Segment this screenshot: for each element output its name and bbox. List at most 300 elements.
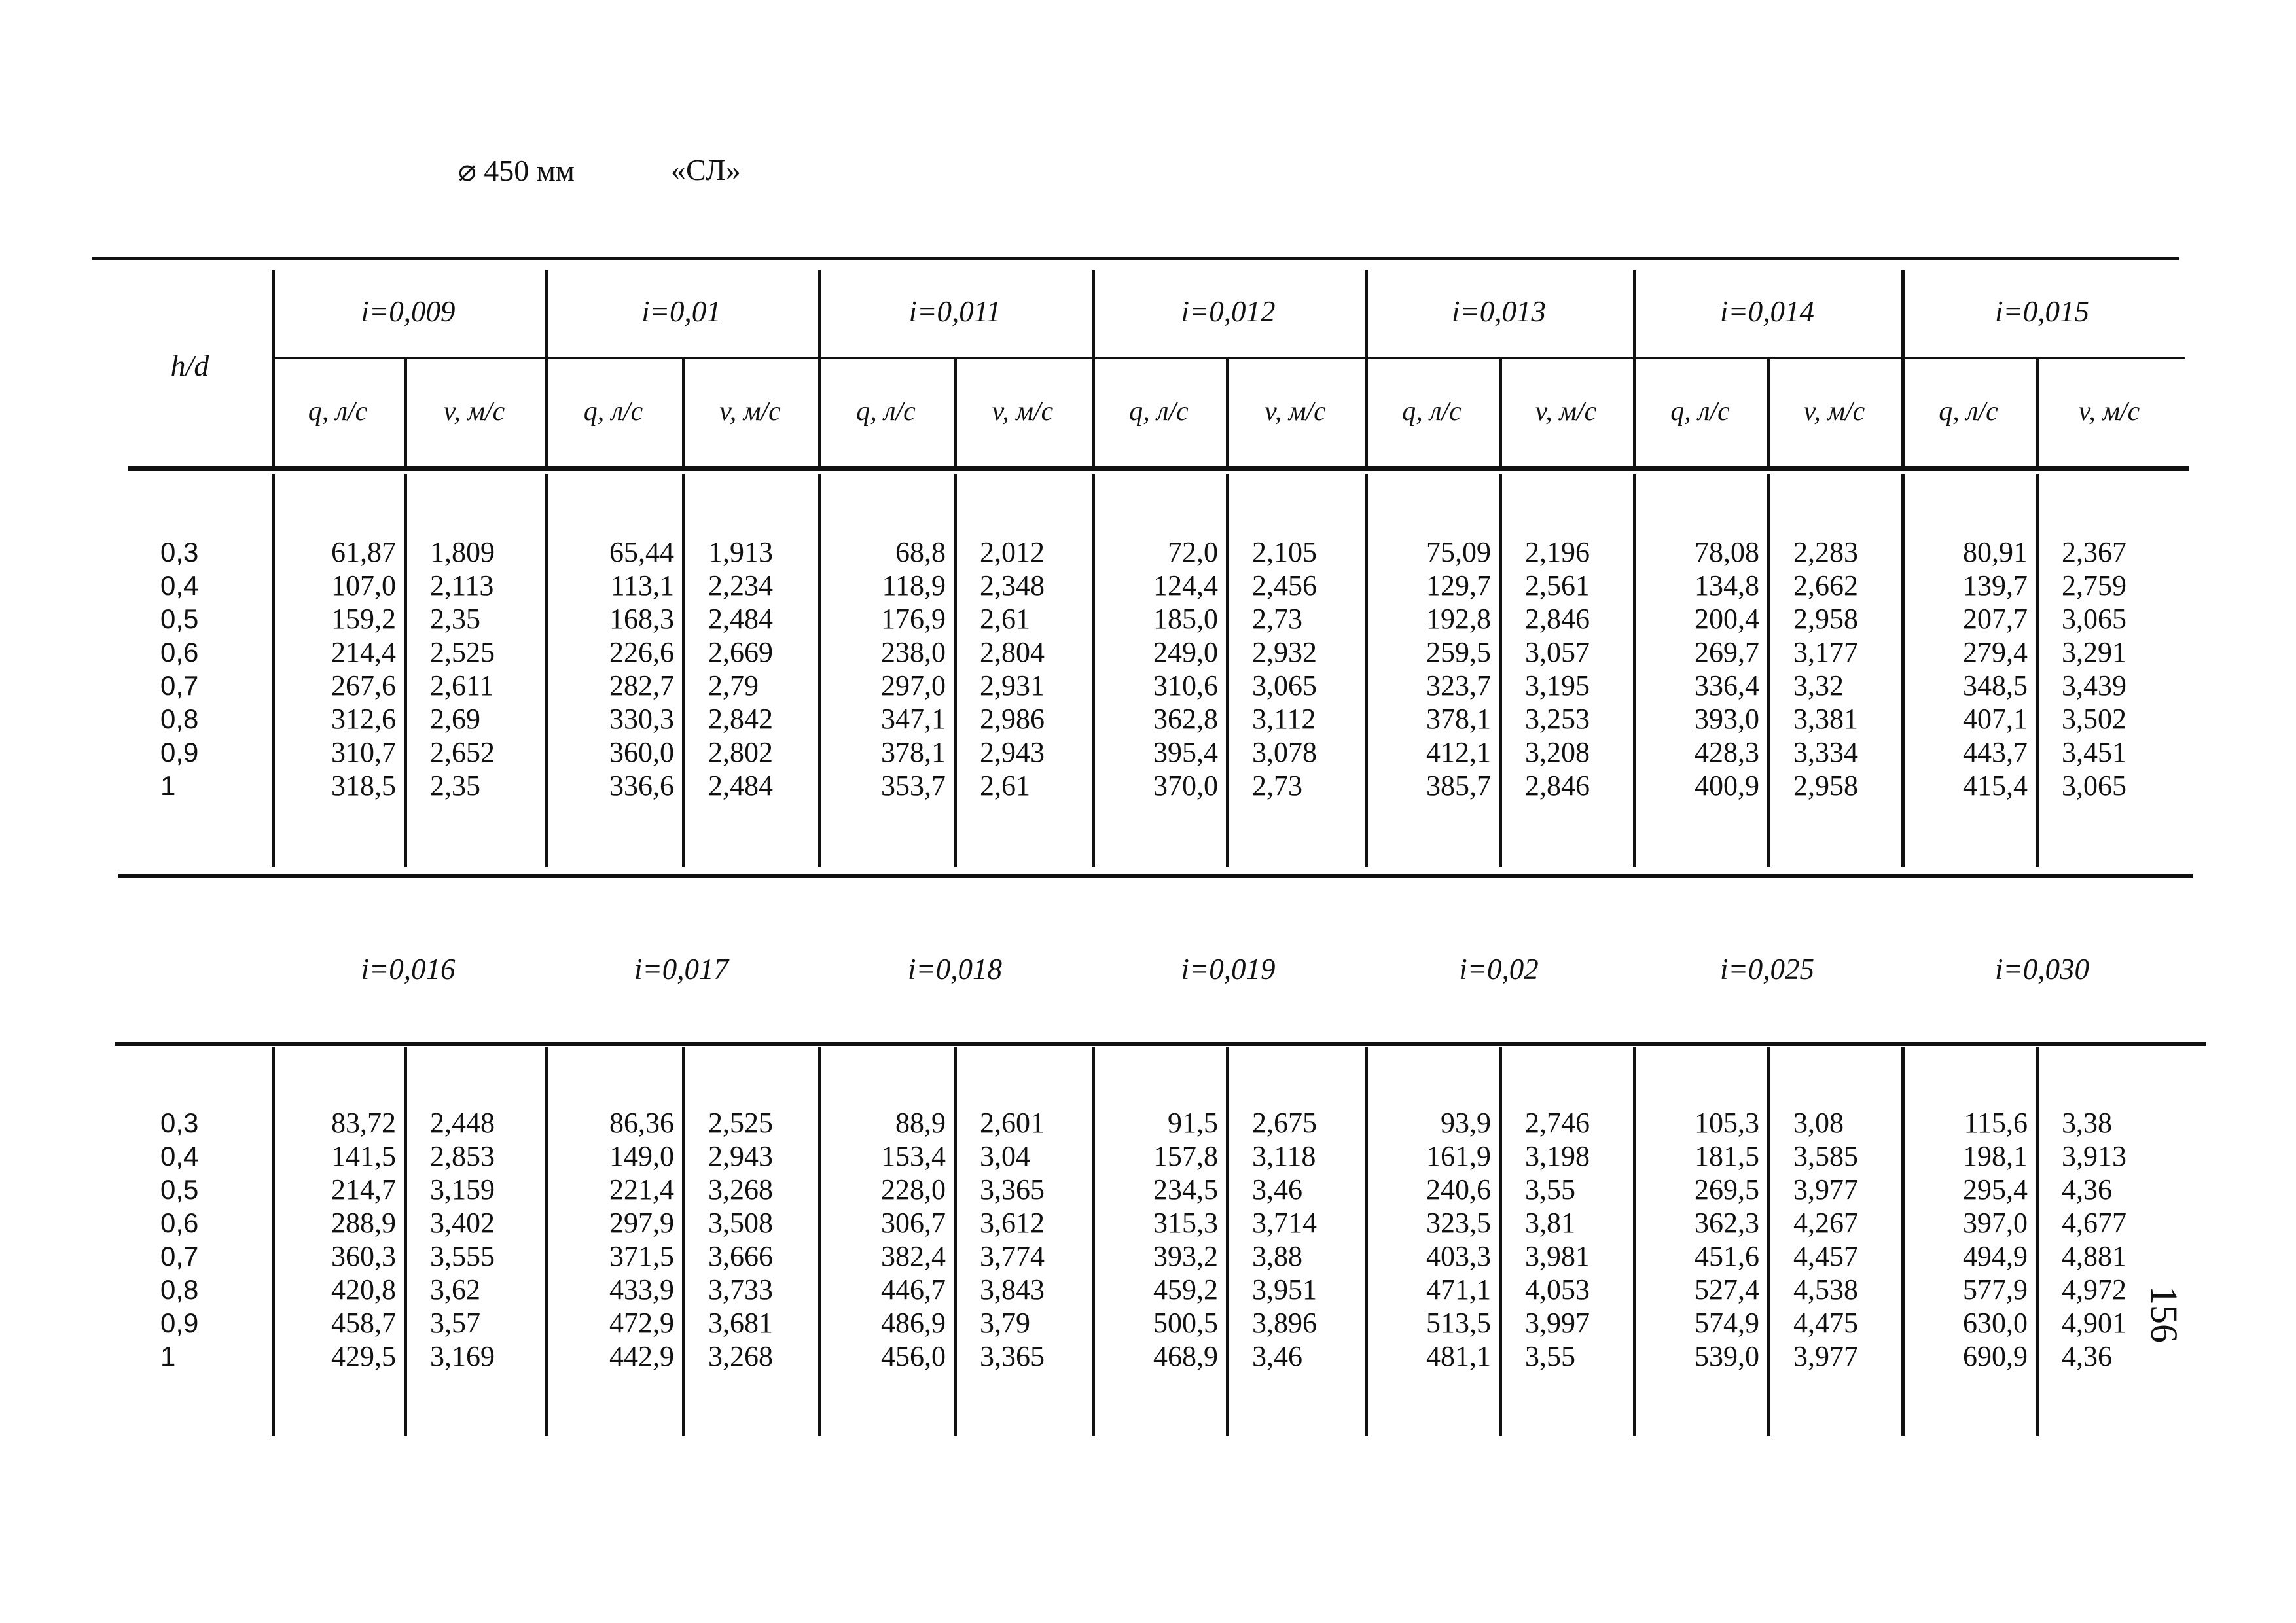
flow-rate-value: 362,3 xyxy=(1695,1207,1759,1239)
flow-rate-value: 630,0 xyxy=(1963,1307,2028,1339)
velocity-value: 4,267 xyxy=(1793,1207,1858,1239)
velocity-value: 4,053 xyxy=(1525,1274,1590,1306)
velocity-value: 3,997 xyxy=(1525,1307,1590,1339)
flow-rate-value: 93,9 xyxy=(1441,1107,1491,1139)
flow-rate-value: 481,1 xyxy=(1426,1340,1491,1372)
flow-rate-value: 395,4 xyxy=(1153,736,1218,768)
flow-rate-value: 690,9 xyxy=(1963,1340,2028,1372)
velocity-value: 4,881 xyxy=(2062,1240,2126,1272)
flow-rate-value: 360,3 xyxy=(331,1240,396,1272)
velocity-value: 3,896 xyxy=(1252,1307,1317,1339)
velocity-value: 3,04 xyxy=(980,1140,1030,1172)
hd-value: 0,6 xyxy=(160,1207,199,1238)
flow-rate-value: 149,0 xyxy=(609,1140,674,1172)
flow-rate-value: 428,3 xyxy=(1695,736,1759,768)
flow-rate-value: 385,7 xyxy=(1426,770,1491,802)
flow-rate-value: 228,0 xyxy=(881,1173,946,1205)
flow-rate-value: 393,2 xyxy=(1153,1240,1218,1272)
flow-rate-value: 400,9 xyxy=(1695,770,1759,802)
flow-rate-value: 267,6 xyxy=(331,669,396,702)
velocity-value: 2,105 xyxy=(1252,536,1317,568)
velocity-value: 2,73 xyxy=(1252,770,1302,802)
flow-rate-value: 310,7 xyxy=(331,736,396,768)
column-divider xyxy=(818,1047,821,1436)
flow-rate-value: 83,72 xyxy=(331,1107,396,1139)
hd-value: 0,9 xyxy=(160,737,199,768)
velocity-value: 4,677 xyxy=(2062,1207,2126,1239)
flow-rate-value: 105,3 xyxy=(1695,1107,1759,1139)
flow-rate-value: 378,1 xyxy=(1426,703,1491,735)
slope-header: i=0,016 xyxy=(361,953,456,986)
flow-rate-value: 371,5 xyxy=(609,1240,674,1272)
velocity-value: 3,065 xyxy=(1252,669,1317,702)
slope-header: i=0,017 xyxy=(634,953,729,986)
flow-rate-value: 72,0 xyxy=(1168,536,1218,568)
slope-header: i=0,015 xyxy=(1994,295,2090,328)
column-divider xyxy=(954,474,957,867)
velocity-value: 2,958 xyxy=(1793,603,1858,635)
flow-rate-value: 315,3 xyxy=(1153,1207,1218,1239)
flow-rate-header: q, л/с xyxy=(1129,397,1189,427)
table1-bottom-rule xyxy=(118,874,2193,878)
velocity-value: 2,675 xyxy=(1252,1107,1317,1139)
flow-rate-value: 330,3 xyxy=(609,703,674,735)
flow-rate-value: 279,4 xyxy=(1963,636,2028,668)
column-divider xyxy=(1767,1047,1770,1436)
velocity-value: 2,61 xyxy=(980,603,1030,635)
velocity-header: v, м/с xyxy=(1265,397,1326,427)
velocity-value: 2,484 xyxy=(708,770,773,802)
velocity-value: 4,36 xyxy=(2062,1173,2112,1205)
column-divider xyxy=(545,1047,548,1436)
flow-rate-value: 407,1 xyxy=(1963,703,2028,735)
velocity-value: 3,268 xyxy=(708,1173,773,1205)
flow-rate-value: 198,1 xyxy=(1963,1140,2028,1172)
flow-rate-value: 297,0 xyxy=(881,669,946,702)
flow-rate-value: 347,1 xyxy=(881,703,946,735)
velocity-value: 2,35 xyxy=(430,603,480,635)
velocity-value: 3,508 xyxy=(708,1207,773,1239)
flow-rate-value: 500,5 xyxy=(1153,1307,1218,1339)
velocity-value: 3,402 xyxy=(430,1207,495,1239)
flow-rate-value: 134,8 xyxy=(1695,569,1759,601)
flow-rate-value: 360,0 xyxy=(609,736,674,768)
flow-rate-value: 468,9 xyxy=(1153,1340,1218,1372)
column-divider xyxy=(1365,474,1368,867)
flow-rate-value: 176,9 xyxy=(881,603,946,635)
velocity-value: 2,943 xyxy=(708,1140,773,1172)
column-divider xyxy=(818,474,821,867)
flow-rate-value: 80,91 xyxy=(1963,536,2028,568)
flow-rate-value: 68,8 xyxy=(895,536,946,568)
column-divider xyxy=(272,1047,275,1436)
flow-rate-value: 443,7 xyxy=(1963,736,2028,768)
velocity-value: 2,601 xyxy=(980,1107,1045,1139)
velocity-value: 2,61 xyxy=(980,770,1030,802)
velocity-value: 2,846 xyxy=(1525,770,1590,802)
column-divider xyxy=(272,474,275,867)
flow-rate-value: 221,4 xyxy=(609,1173,674,1205)
column-divider xyxy=(1499,1047,1502,1436)
velocity-value: 1,913 xyxy=(708,536,773,568)
flow-rate-value: 429,5 xyxy=(331,1340,396,1372)
velocity-value: 2,746 xyxy=(1525,1107,1590,1139)
flow-rate-value: 288,9 xyxy=(331,1207,396,1239)
velocity-value: 3,198 xyxy=(1525,1140,1590,1172)
flow-rate-header: q, л/с xyxy=(1402,397,1462,427)
velocity-header: v, м/с xyxy=(2078,397,2140,427)
velocity-value: 3,291 xyxy=(2062,636,2126,668)
velocity-value: 3,46 xyxy=(1252,1340,1302,1372)
velocity-value: 3,208 xyxy=(1525,736,1590,768)
velocity-value: 3,365 xyxy=(980,1340,1045,1372)
hd-value: 0,8 xyxy=(160,1274,199,1305)
column-divider xyxy=(404,1047,407,1436)
velocity-header: v, м/с xyxy=(1803,397,1865,427)
flow-rate-value: 297,9 xyxy=(609,1207,674,1239)
column-divider xyxy=(2036,474,2039,867)
flow-rate-header: q, л/с xyxy=(583,397,643,427)
hd-value: 0,8 xyxy=(160,704,199,734)
velocity-value: 3,62 xyxy=(430,1274,480,1306)
flow-rate-value: 115,6 xyxy=(1964,1107,2028,1139)
flow-rate-value: 442,9 xyxy=(609,1340,674,1372)
flow-rate-value: 238,0 xyxy=(881,636,946,668)
velocity-value: 3,81 xyxy=(1525,1207,1575,1239)
velocity-value: 2,853 xyxy=(430,1140,495,1172)
flow-rate-value: 415,4 xyxy=(1963,770,2028,802)
velocity-value: 3,118 xyxy=(1252,1140,1316,1172)
flow-rate-value: 459,2 xyxy=(1153,1274,1218,1306)
hd-value: 0,9 xyxy=(160,1308,199,1338)
hd-value: 0,4 xyxy=(160,570,199,601)
flow-rate-value: 159,2 xyxy=(331,603,396,635)
velocity-value: 2,759 xyxy=(2062,569,2126,601)
velocity-value: 2,525 xyxy=(430,636,495,668)
velocity-value: 3,38 xyxy=(2062,1107,2112,1139)
flow-rate-value: 113,1 xyxy=(610,569,674,601)
flow-rate-value: 451,6 xyxy=(1695,1240,1759,1272)
velocity-value: 2,931 xyxy=(980,669,1045,702)
velocity-value: 2,484 xyxy=(708,603,773,635)
flow-rate-value: 192,8 xyxy=(1426,603,1491,635)
velocity-value: 3,88 xyxy=(1252,1240,1302,1272)
page-number: 156 xyxy=(2143,1286,2185,1343)
velocity-value: 2,525 xyxy=(708,1107,773,1139)
flow-rate-header: q, л/с xyxy=(1939,397,1998,427)
hd-value: 0,5 xyxy=(160,603,199,634)
slope-header: i=0,009 xyxy=(361,295,456,328)
column-divider xyxy=(1365,1047,1368,1436)
slope-header: i=0,014 xyxy=(1719,295,1815,328)
velocity-value: 3,733 xyxy=(708,1274,773,1306)
flow-rate-value: 403,3 xyxy=(1426,1240,1491,1272)
flow-rate-value: 161,9 xyxy=(1426,1140,1491,1172)
velocity-value: 2,79 xyxy=(708,669,759,702)
flow-rate-value: 318,5 xyxy=(331,770,396,802)
velocity-value: 3,79 xyxy=(980,1307,1030,1339)
column-divider xyxy=(1767,474,1770,867)
flow-rate-value: 91,5 xyxy=(1168,1107,1218,1139)
velocity-value: 2,73 xyxy=(1252,603,1302,635)
velocity-value: 3,981 xyxy=(1525,1240,1590,1272)
column-divider xyxy=(682,474,685,867)
velocity-value: 3,078 xyxy=(1252,736,1317,768)
velocity-value: 3,32 xyxy=(1793,669,1844,702)
flow-rate-value: 129,7 xyxy=(1426,569,1491,601)
velocity-value: 1,809 xyxy=(430,536,495,568)
flow-rate-value: 393,0 xyxy=(1695,703,1759,735)
hd-value: 0,7 xyxy=(160,670,199,701)
velocity-value: 3,555 xyxy=(430,1240,495,1272)
velocity-value: 3,55 xyxy=(1525,1340,1575,1372)
flow-rate-value: 181,5 xyxy=(1695,1140,1759,1172)
column-divider xyxy=(1226,1047,1229,1436)
velocity-value: 4,901 xyxy=(2062,1307,2126,1339)
column-divider xyxy=(1633,474,1636,867)
flow-rate-value: 577,9 xyxy=(1963,1274,2028,1306)
velocity-value: 2,35 xyxy=(430,770,480,802)
flow-rate-value: 323,7 xyxy=(1426,669,1491,702)
velocity-value: 2,283 xyxy=(1793,536,1858,568)
column-divider xyxy=(1226,474,1229,867)
flow-rate-value: 124,4 xyxy=(1153,569,1218,601)
flow-rate-value: 472,9 xyxy=(609,1307,674,1339)
velocity-value: 2,958 xyxy=(1793,770,1858,802)
velocity-value: 2,611 xyxy=(430,669,494,702)
flow-rate-value: 157,8 xyxy=(1153,1140,1218,1172)
velocity-value: 2,348 xyxy=(980,569,1045,601)
flow-rate-value: 382,4 xyxy=(881,1240,946,1272)
flow-rate-value: 107,0 xyxy=(331,569,396,601)
slope-header: i=0,013 xyxy=(1451,295,1547,328)
velocity-value: 3,112 xyxy=(1252,703,1316,735)
slope-header: i=0,025 xyxy=(1719,953,1815,986)
velocity-header: v, м/с xyxy=(719,397,781,427)
velocity-value: 3,843 xyxy=(980,1274,1045,1306)
slope-header: i=0,011 xyxy=(908,295,1001,328)
flow-rate-value: 486,9 xyxy=(881,1307,946,1339)
flow-rate-value: 306,7 xyxy=(881,1207,946,1239)
velocity-value: 3,977 xyxy=(1793,1173,1858,1205)
hd-value: 1 xyxy=(160,1341,176,1372)
flow-rate-value: 153,4 xyxy=(881,1140,946,1172)
flow-rate-value: 269,7 xyxy=(1695,636,1759,668)
flow-rate-value: 139,7 xyxy=(1963,569,2028,601)
flow-rate-value: 494,9 xyxy=(1963,1240,2028,1272)
velocity-value: 2,662 xyxy=(1793,569,1858,601)
pipe-series-title: «СЛ» xyxy=(671,153,741,187)
flow-rate-value: 310,6 xyxy=(1153,669,1218,702)
velocity-value: 3,951 xyxy=(1252,1274,1317,1306)
velocity-value: 3,381 xyxy=(1793,703,1858,735)
flow-rate-value: 86,36 xyxy=(609,1107,674,1139)
hd-value: 0,3 xyxy=(160,537,199,567)
flow-rate-value: 240,6 xyxy=(1426,1173,1491,1205)
velocity-value: 3,451 xyxy=(2062,736,2126,768)
velocity-value: 4,972 xyxy=(2062,1274,2126,1306)
flow-rate-value: 397,0 xyxy=(1963,1207,2028,1239)
velocity-header: v, м/с xyxy=(1535,397,1597,427)
flow-rate-header: q, л/с xyxy=(856,397,916,427)
column-divider xyxy=(1633,1047,1636,1436)
velocity-value: 2,804 xyxy=(980,636,1045,668)
column-divider xyxy=(954,1047,957,1436)
velocity-header: v, м/с xyxy=(992,397,1054,427)
velocity-value: 3,681 xyxy=(708,1307,773,1339)
flow-rate-value: 412,1 xyxy=(1426,736,1491,768)
velocity-value: 3,065 xyxy=(2062,770,2126,802)
flow-rate-value: 353,7 xyxy=(881,770,946,802)
velocity-value: 3,195 xyxy=(1525,669,1590,702)
flow-rate-value: 200,4 xyxy=(1695,603,1759,635)
velocity-value: 4,457 xyxy=(1793,1240,1858,1272)
velocity-value: 3,334 xyxy=(1793,736,1858,768)
velocity-value: 3,913 xyxy=(2062,1140,2126,1172)
slope-header: i=0,02 xyxy=(1459,953,1539,986)
column-divider xyxy=(2036,1047,2039,1436)
flow-rate-value: 75,09 xyxy=(1426,536,1491,568)
table1-header-rule xyxy=(274,357,2185,359)
velocity-value: 3,977 xyxy=(1793,1340,1858,1372)
velocity-value: 2,802 xyxy=(708,736,773,768)
flow-rate-header: q, л/с xyxy=(308,397,368,427)
flow-rate-value: 226,6 xyxy=(609,636,674,668)
hd-value: 1 xyxy=(160,770,176,801)
table1-top-rule xyxy=(92,257,2179,260)
velocity-value: 3,57 xyxy=(430,1307,480,1339)
pipe-diameter-title: ⌀ 450 мм xyxy=(458,154,575,187)
velocity-value: 2,669 xyxy=(708,636,773,668)
flow-rate-value: 539,0 xyxy=(1695,1340,1759,1372)
flow-rate-value: 295,4 xyxy=(1963,1173,2028,1205)
velocity-header: v, м/с xyxy=(443,397,505,427)
velocity-value: 3,268 xyxy=(708,1340,773,1372)
velocity-value: 3,666 xyxy=(708,1240,773,1272)
flow-rate-value: 336,6 xyxy=(609,770,674,802)
column-divider xyxy=(545,474,548,867)
flow-rate-value: 168,3 xyxy=(609,603,674,635)
flow-rate-value: 456,0 xyxy=(881,1340,946,1372)
velocity-value: 3,46 xyxy=(1252,1173,1302,1205)
velocity-value: 3,169 xyxy=(430,1340,495,1372)
velocity-value: 3,057 xyxy=(1525,636,1590,668)
velocity-value: 2,842 xyxy=(708,703,773,735)
flow-rate-value: 471,1 xyxy=(1426,1274,1491,1306)
velocity-value: 3,439 xyxy=(2062,669,2126,702)
flow-rate-value: 234,5 xyxy=(1153,1173,1218,1205)
velocity-value: 3,177 xyxy=(1793,636,1858,668)
flow-rate-value: 249,0 xyxy=(1153,636,1218,668)
column-divider xyxy=(1092,474,1095,867)
flow-rate-value: 259,5 xyxy=(1426,636,1491,668)
flow-rate-value: 446,7 xyxy=(881,1274,946,1306)
velocity-value: 3,612 xyxy=(980,1207,1045,1239)
column-divider xyxy=(1901,474,1905,867)
column-divider xyxy=(1092,1047,1095,1436)
flow-rate-value: 65,44 xyxy=(609,536,674,568)
flow-rate-value: 574,9 xyxy=(1695,1307,1759,1339)
flow-rate-value: 323,5 xyxy=(1426,1207,1491,1239)
slope-header: i=0,030 xyxy=(1994,953,2090,986)
velocity-value: 2,456 xyxy=(1252,569,1317,601)
velocity-value: 3,253 xyxy=(1525,703,1590,735)
velocity-value: 2,196 xyxy=(1525,536,1590,568)
velocity-value: 3,502 xyxy=(2062,703,2126,735)
column-divider xyxy=(404,474,407,867)
velocity-value: 2,113 xyxy=(430,569,494,601)
velocity-value: 2,652 xyxy=(430,736,495,768)
flow-rate-value: 378,1 xyxy=(881,736,946,768)
velocity-value: 3,365 xyxy=(980,1173,1045,1205)
flow-rate-value: 527,4 xyxy=(1695,1274,1759,1306)
table1-head-bottom-rule xyxy=(128,466,2189,471)
velocity-value: 2,448 xyxy=(430,1107,495,1139)
velocity-value: 4,36 xyxy=(2062,1340,2112,1372)
flow-rate-value: 513,5 xyxy=(1426,1307,1491,1339)
hd-value: 0,3 xyxy=(160,1107,199,1138)
velocity-value: 2,012 xyxy=(980,536,1045,568)
column-divider xyxy=(682,1047,685,1436)
velocity-value: 4,475 xyxy=(1793,1307,1858,1339)
flow-rate-value: 433,9 xyxy=(609,1274,674,1306)
table2-top-rule xyxy=(115,1042,2206,1046)
flow-rate-header: q, л/с xyxy=(1670,397,1730,427)
column-divider xyxy=(1901,1047,1905,1436)
velocity-value: 2,943 xyxy=(980,736,1045,768)
slope-header: i=0,018 xyxy=(907,953,1003,986)
flow-rate-value: 348,5 xyxy=(1963,669,2028,702)
slope-header: i=0,019 xyxy=(1181,953,1276,986)
velocity-value: 3,159 xyxy=(430,1173,495,1205)
flow-rate-value: 370,0 xyxy=(1153,770,1218,802)
velocity-value: 2,846 xyxy=(1525,603,1590,635)
flow-rate-value: 312,6 xyxy=(331,703,396,735)
flow-rate-value: 214,4 xyxy=(331,636,396,668)
velocity-value: 4,538 xyxy=(1793,1274,1858,1306)
flow-rate-value: 214,7 xyxy=(331,1173,396,1205)
flow-rate-value: 269,5 xyxy=(1695,1173,1759,1205)
flow-rate-value: 118,9 xyxy=(882,569,946,601)
flow-rate-value: 336,4 xyxy=(1695,669,1759,702)
velocity-value: 2,69 xyxy=(430,703,480,735)
velocity-value: 3,55 xyxy=(1525,1173,1575,1205)
hd-value: 0,5 xyxy=(160,1174,199,1205)
hd-value: 0,4 xyxy=(160,1141,199,1171)
velocity-value: 2,561 xyxy=(1525,569,1590,601)
slope-header: i=0,012 xyxy=(1181,295,1276,328)
flow-rate-value: 185,0 xyxy=(1153,603,1218,635)
flow-rate-value: 61,87 xyxy=(331,536,396,568)
flow-rate-value: 88,9 xyxy=(895,1107,946,1139)
flow-rate-value: 458,7 xyxy=(331,1307,396,1339)
velocity-value: 3,08 xyxy=(1793,1107,1844,1139)
velocity-value: 2,932 xyxy=(1252,636,1317,668)
velocity-value: 2,234 xyxy=(708,569,773,601)
flow-rate-value: 78,08 xyxy=(1695,536,1759,568)
velocity-value: 3,065 xyxy=(2062,603,2126,635)
row-header-hd: h/d xyxy=(170,349,209,382)
flow-rate-value: 141,5 xyxy=(331,1140,396,1172)
flow-rate-value: 420,8 xyxy=(331,1274,396,1306)
velocity-value: 2,367 xyxy=(2062,536,2126,568)
column-divider xyxy=(1499,474,1502,867)
flow-rate-value: 282,7 xyxy=(609,669,674,702)
flow-rate-value: 207,7 xyxy=(1963,603,2028,635)
flow-rate-value: 362,8 xyxy=(1153,703,1218,735)
hd-value: 0,7 xyxy=(160,1241,199,1272)
velocity-value: 2,986 xyxy=(980,703,1045,735)
